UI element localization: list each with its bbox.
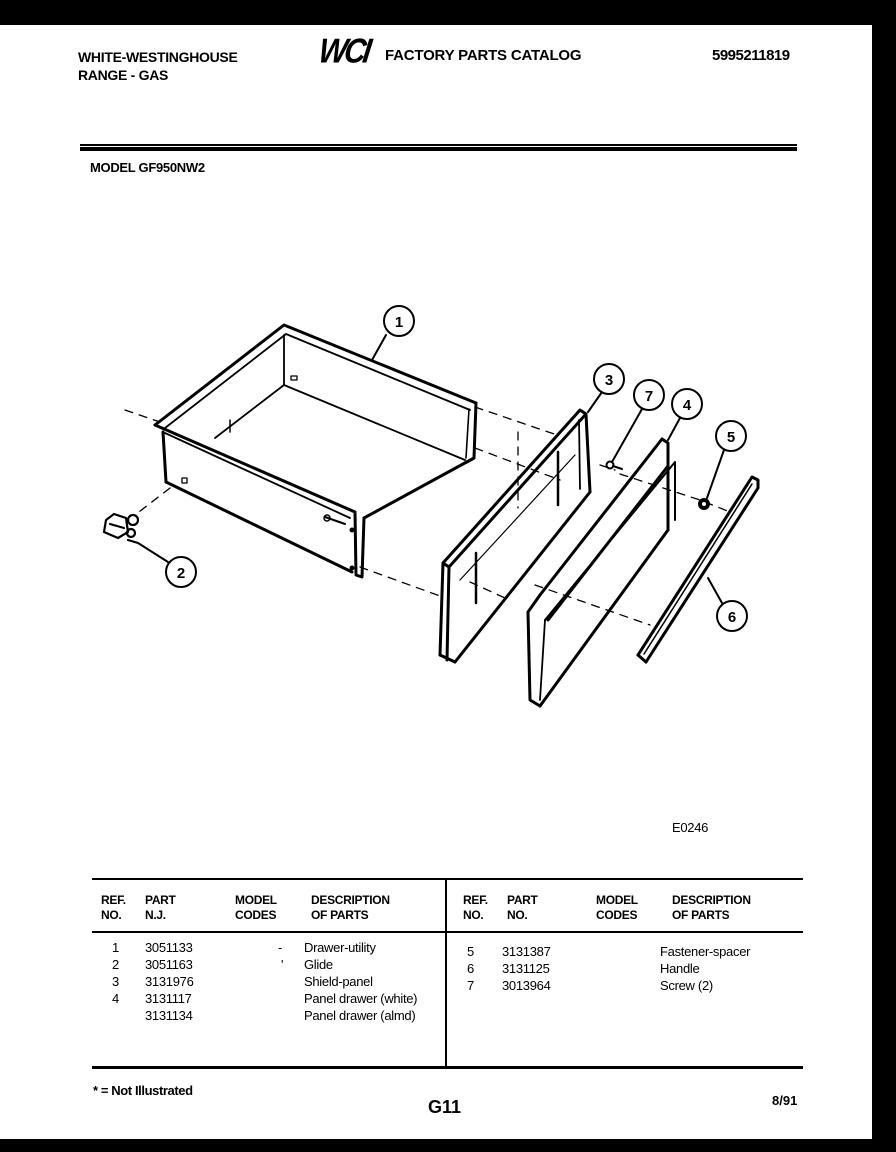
callout-7 — [612, 380, 664, 462]
header-description-right: DESCRIPTION OF PARTS — [672, 893, 751, 922]
description: Screw (2) — [660, 978, 713, 993]
part-no: 3131125 — [502, 961, 550, 976]
wci-logo: WCI — [316, 32, 372, 71]
table-row — [447, 943, 807, 960]
header-description: DESCRIPTION OF PARTS — [311, 893, 390, 922]
description: Handle — [660, 961, 700, 976]
figure-code: E0246 — [672, 820, 709, 835]
brand-name: WHITE-WESTINGHOUSE — [78, 49, 238, 65]
ref-no: 3 — [112, 974, 119, 989]
model-code: - — [278, 940, 283, 955]
ref-no: 6 — [467, 961, 474, 976]
header-part-no: PART N.J. — [145, 893, 176, 922]
table-row — [0, 973, 445, 990]
ref-no: 5 — [467, 944, 474, 959]
callout-1 — [372, 306, 414, 360]
table-row — [0, 939, 445, 956]
table-row — [0, 1007, 445, 1024]
ref-no: 7 — [467, 978, 474, 993]
table-row — [447, 977, 807, 994]
svg-text:6: 6 — [727, 609, 737, 626]
model-number: MODEL GF950NW2 — [90, 160, 205, 175]
header-ref-no: REF. NO. — [101, 893, 126, 922]
header-model-codes-right: MODEL CODES — [596, 893, 638, 922]
table-bottom-rule — [92, 1066, 803, 1069]
callout-5 — [707, 421, 746, 498]
callout-2 — [138, 543, 196, 587]
callout-3 — [588, 364, 624, 412]
description: Glide — [304, 957, 333, 972]
part-no: 3131117 — [145, 991, 192, 1006]
svg-text:7: 7 — [644, 388, 654, 405]
svg-text:1: 1 — [394, 314, 404, 331]
part-no: 3131387 — [502, 944, 551, 959]
footnote-not-illustrated: * = Not Illustrated — [93, 1083, 193, 1098]
table-row — [447, 960, 807, 977]
part-no: 3051163 — [145, 957, 193, 972]
ref-no: 1 — [112, 940, 119, 955]
description: Drawer-utility — [304, 940, 376, 955]
model-code: ' — [281, 957, 284, 972]
drawer-utility-part — [155, 325, 476, 577]
callout-6 — [708, 578, 747, 631]
part-no: 3131976 — [145, 974, 194, 989]
ref-no: 4 — [112, 991, 119, 1006]
header-model-codes: MODEL CODES — [235, 893, 277, 922]
product-type: RANGE - GAS — [78, 67, 169, 83]
part-no: 3051133 — [145, 940, 193, 955]
catalog-title: FACTORY PARTS CATALOG — [385, 47, 582, 64]
handle-part — [638, 477, 758, 662]
ref-no: 2 — [112, 957, 119, 972]
svg-text:5: 5 — [726, 429, 736, 446]
svg-text:3: 3 — [604, 372, 614, 389]
screw-part — [607, 462, 623, 470]
glide-part — [104, 514, 138, 543]
assembly-guide-lines — [125, 407, 730, 625]
description: Shield-panel — [304, 974, 373, 989]
revision-date: 8/91 — [772, 1093, 798, 1108]
description: Panel drawer (white) — [304, 991, 418, 1006]
table-row — [0, 956, 445, 973]
part-no: 3013964 — [502, 978, 551, 993]
shield-panel-part — [440, 410, 590, 662]
svg-text:4: 4 — [682, 397, 692, 414]
header-part-no-right: PART NO. — [507, 893, 538, 922]
panel-drawer-part — [528, 439, 675, 706]
part-no: 3131134 — [145, 1008, 193, 1023]
table-row — [0, 990, 445, 1007]
description: Panel drawer (almd) — [304, 1008, 416, 1023]
header-ref-no-right: REF. NO. — [463, 893, 488, 922]
fastener-spacer-part — [699, 499, 709, 509]
callout-4 — [668, 389, 702, 440]
catalog-number: 5995211819 — [712, 47, 790, 64]
description: Fastener-spacer — [660, 944, 751, 959]
page-code: G11 — [428, 1097, 462, 1117]
svg-text:2: 2 — [176, 565, 186, 582]
table-top-rule — [92, 878, 803, 880]
table-header-rule — [92, 931, 803, 933]
